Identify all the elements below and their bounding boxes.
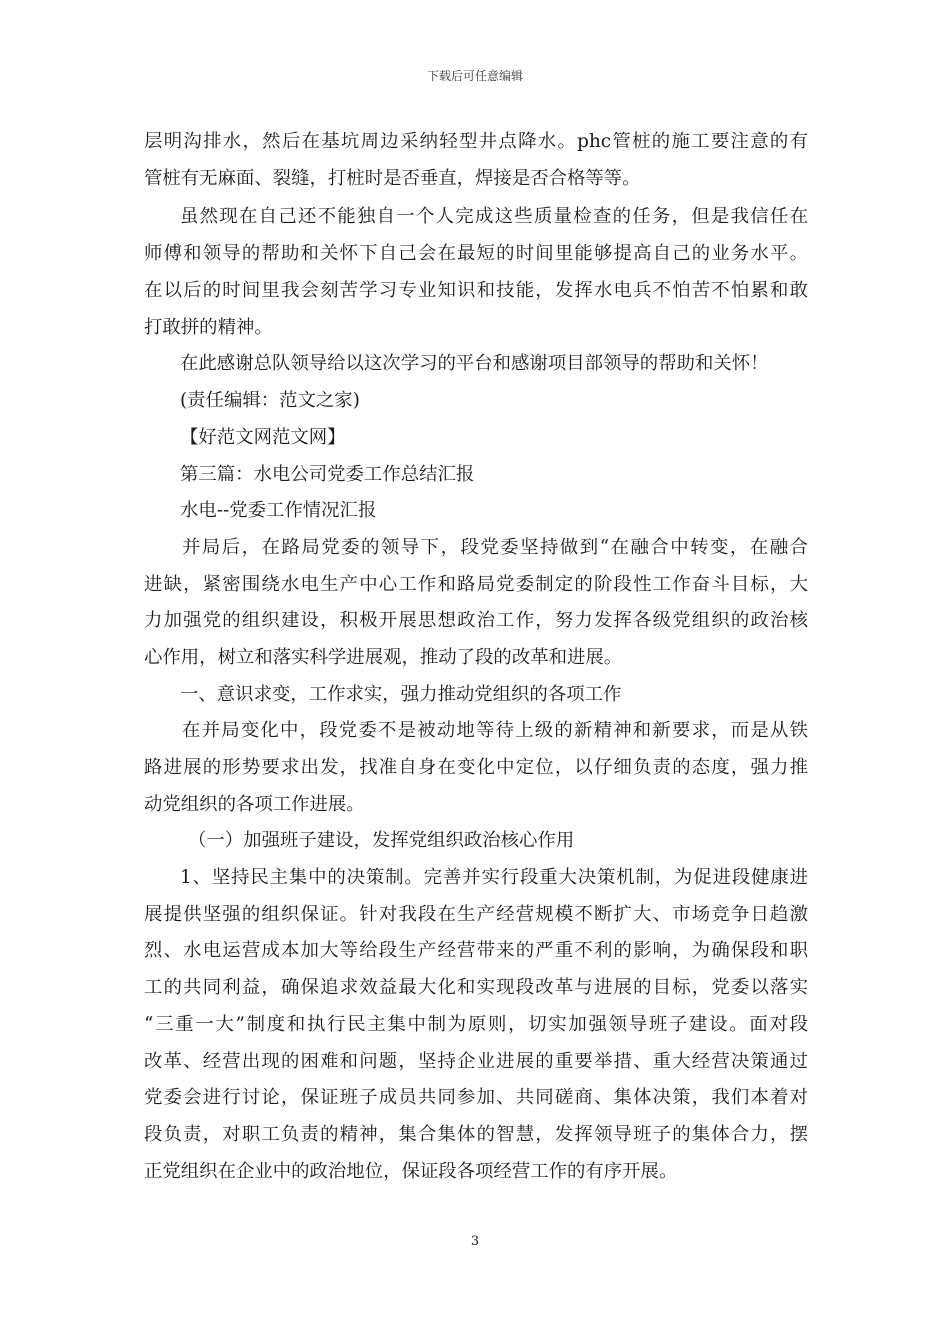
- paragraph-start: 在此感谢总队领导给以这次学习的平台和感谢项目部领导的帮助和关怀！: [180, 353, 769, 375]
- body-line: “三重一大”制度和执行民主集中制为原则，切实加强领导班子建设。面对段: [144, 1013, 808, 1035]
- section-title: 第三篇：水电公司党委工作总结汇报: [180, 463, 475, 485]
- paragraph-start: 在并局变化中，段党委不是被动地等待上级的新精神和新要求，而是从铁: [182, 720, 808, 742]
- editor-note: (责任编辑：范文之家): [180, 390, 360, 412]
- body-line: 正党组织在企业中的政治地位，保证段各项经营工作的有序开展。: [144, 1160, 678, 1182]
- body-line: 动党组织的各项工作进展。: [144, 793, 365, 815]
- heading-level-2: （一）加强班子建设，发挥党组织政治核心作用: [188, 830, 575, 852]
- page-header: 下载后可任意编辑: [426, 69, 523, 83]
- body-line: 管桩有无麻面、裂缝，打桩时是否垂直，焊接是否合格等等。: [144, 167, 641, 189]
- body-line: 在以后的时间里我会刻苦学习专业知识和技能，发挥水电兵不怕苦不怕累和敢: [144, 280, 808, 302]
- body-line: 进缺，紧密围绕水电生产中心工作和路局党委制定的阶段性工作奋斗目标，大: [144, 573, 808, 595]
- heading-level-1: 一、意识求变，工作求实，强力推动党组织的各项工作: [180, 683, 622, 705]
- body-line: 路进展的形势要求出发，找准自身在变化中定位，以仔细负责的态度，强力推: [144, 757, 808, 778]
- site-tag: 【好范文网范文网】: [180, 426, 346, 448]
- body-line: 烈、水电运营成本加大等给段生产经营带来的严重不利的影响，为确保段和职: [144, 940, 808, 962]
- body-line: 层明沟排水，然后在基坑周边采纳轻型井点降水。phc管桩的施工要注意的有: [144, 131, 808, 152]
- paragraph-start: 虽然现在自己还不能独自一个人完成这些质量检查的任务，但是我信任在: [180, 206, 808, 228]
- page-number: 3: [470, 1234, 480, 1249]
- paragraph-start: 1、坚持民主集中的决策制。完善并实行段重大决策机制，为促进段健康进: [180, 867, 808, 889]
- body-line: 党委会进行讨论，保证班子成员共同参加、共同磋商、集体决策，我们本着对: [144, 1087, 808, 1109]
- body-line: 展提供坚强的组织保证。针对我段在生产经营规模不断扩大、市场竞争日趋激: [144, 903, 808, 925]
- paragraph-start: 并局后，在路局党委的领导下，段党委坚持做到“在融合中转变，在融合: [182, 536, 808, 558]
- document-body: [144, 124, 808, 1190]
- body-line: 师傅和领导的帮助和关怀下自己会在最短的时间里能够提高自己的业务水平。: [144, 243, 808, 265]
- body-line: 段负责，对职工负责的精神，集合集体的智慧，发挥领导班子的集体合力，摆: [144, 1123, 808, 1145]
- section-subtitle: 水电--党委工作情况汇报: [180, 500, 377, 522]
- body-line: 改革、经营出现的困难和问题，坚持企业进展的重要举措、重大经营决策通过: [144, 1050, 808, 1072]
- body-line: 工的共同利益，确保追求效益最大化和实现段改革与进展的目标，党委以落实: [144, 977, 808, 999]
- body-line: 打敢拼的精神。: [144, 316, 273, 338]
- body-line: 力加强党的组织建设，积极开展思想政治工作，努力发挥各级党组织的政治核: [144, 610, 808, 632]
- body-line: 心作用，树立和落实科学进展观，推动了段的改革和进展。: [144, 646, 623, 668]
